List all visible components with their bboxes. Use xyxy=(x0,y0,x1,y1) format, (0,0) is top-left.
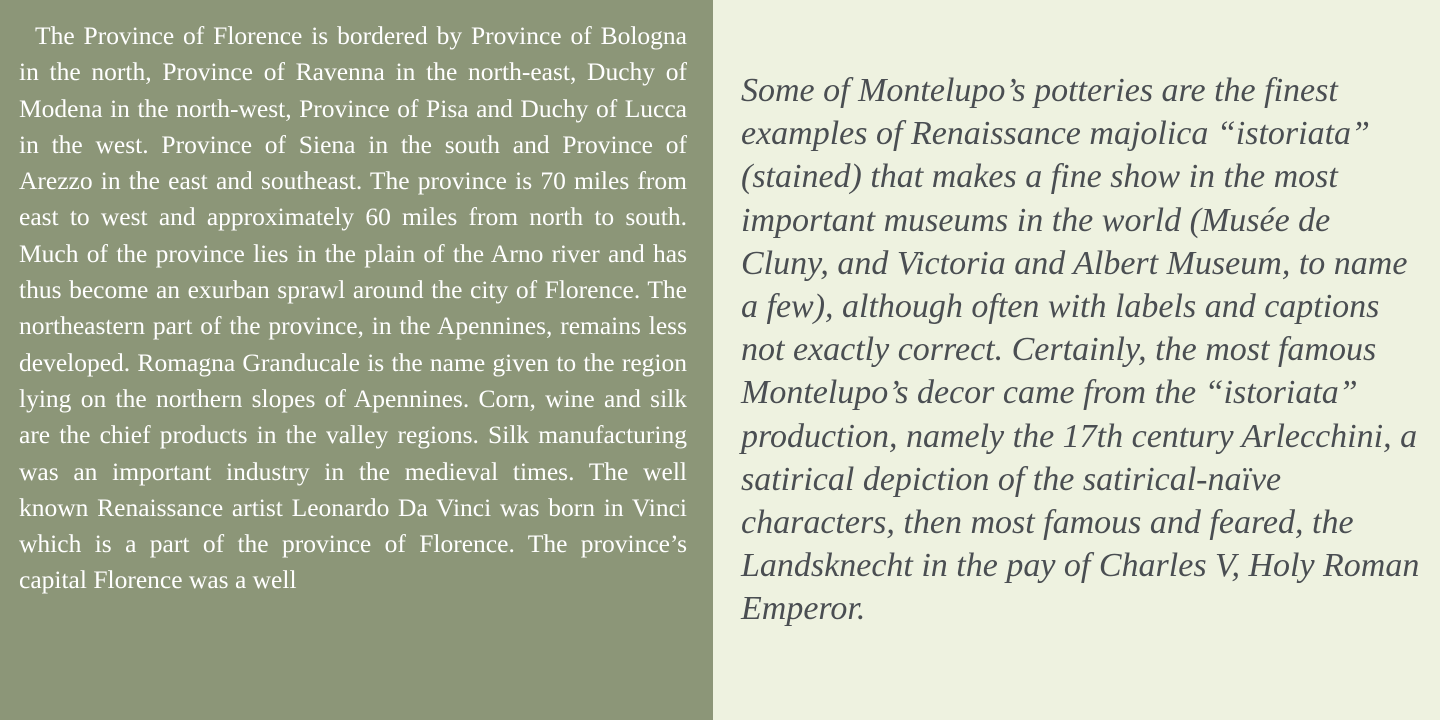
right-text-panel xyxy=(713,0,1440,720)
province-of-florence-paragraph: The Province of Florence is bordered by Province of Bologna in the north, Province of Ravenna in the north-east, Duchy of Modena in the north-west, Province of Pisa and Duchy of Lucca in the west. Province of Siena in the south and Province of Arezzo in the east and southeast. The province is 70 miles from east to west and approximately 60 miles from north to south. Much of the province lies in the plain of the Arno river and has thus become an exurban sprawl around the city of Florence. The northeastern part of the province, in the Apennines, remains less developed. Romagna Granducale is the name given to the region lying on the northern slopes of Apennines. Corn, wine and silk are the chief products in the valley regions. Silk manufacturing was an important industry in the medieval times. The well known Renaissance artist Leonardo Da Vinci was born in Vinci which is a part of the province of Florence. The province’s capital Florence was a well xyxy=(19,21,687,595)
montelupo-potteries-paragraph: Some of Montelupo’s potteries are the finest examples of Renaissance majolica “istoriata” (stained) that makes a fine show in the most important museums in the world (Musée de Cluny, and Victoria and Albert Museum, to name a few), although often with labels and captions not exactly correct. Certainly, the most famous Montelupo’s decor came from the “istoriata” production, namely the 17th century Arlecchini, a satirical depiction of the satirical-naïve characters, then most famous and feared, the Landsknecht in the pay of Charles V, Holy Roman Emperor. xyxy=(741,72,1420,628)
left-text-panel xyxy=(0,0,713,720)
